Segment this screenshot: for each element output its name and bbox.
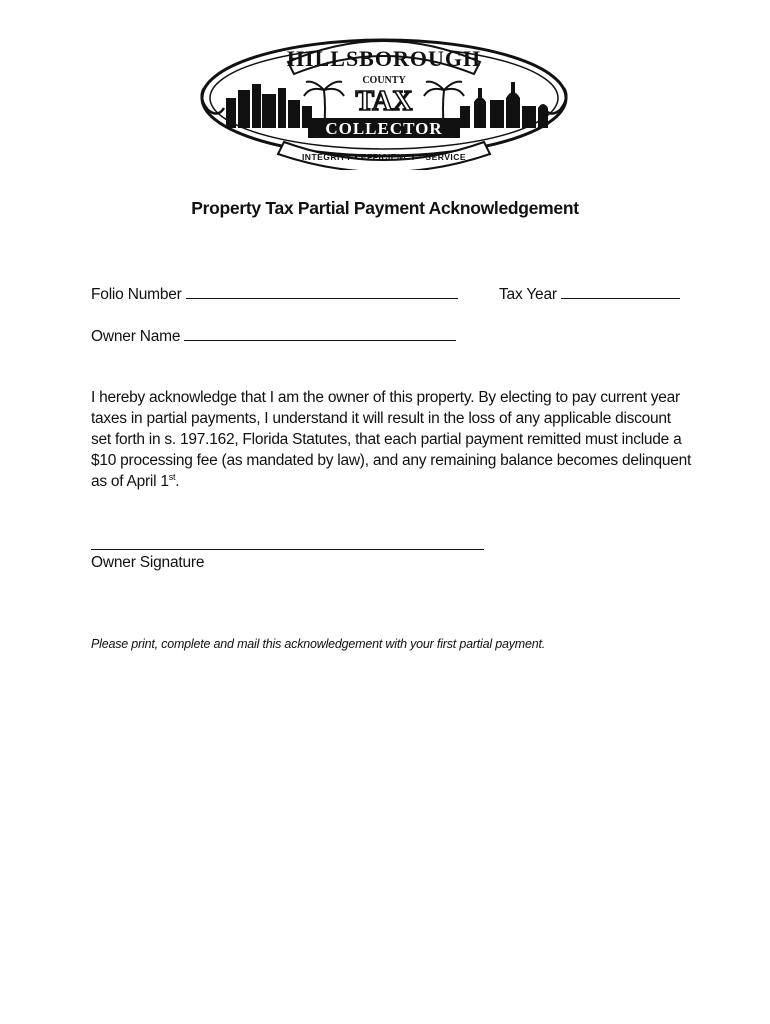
tax-year-field[interactable] (561, 284, 680, 299)
svg-text:COUNTY: COUNTY (362, 75, 406, 86)
acknowledgement-paragraph (91, 387, 691, 492)
svg-text:TAX: TAX (355, 86, 413, 117)
acknowledgement-text: I hereby acknowledge that I am the owner of this property. By electing to pay current year taxes in partial payments, I understand it will result in the loss of any applicable discount set forth in s. 197.162, Florida Statutes, that each partial payment remitted must include a $10 processing fee (as mandated by law), and any remaining balance becomes delinquent as of April 1 (91, 389, 691, 490)
owner-signature-label: Owner Signature (91, 554, 205, 571)
svg-text:HILLSBOROUGH: HILLSBOROUGH (286, 46, 482, 71)
owner-name-field[interactable] (184, 326, 456, 341)
folio-number-row (91, 284, 458, 304)
owner-signature-field[interactable] (91, 549, 484, 550)
mailing-instructions: Please print, complete and mail this acknowledgement with your first partial payment. (91, 637, 546, 651)
svg-text:INTEGRITY • EFFICIENCY • SERVI: INTEGRITY • EFFICIENCY • SERVICE (301, 152, 467, 162)
tax-year-label: Tax Year (499, 286, 557, 303)
owner-name-label: Owner Name (91, 328, 181, 345)
ordinal-suffix: st (168, 471, 176, 482)
folio-number-field[interactable] (186, 284, 458, 299)
owner-name-row (91, 326, 456, 346)
hillsborough-tax-collector-logo (198, 28, 570, 170)
folio-number-label: Folio Number (91, 286, 182, 303)
tax-year-row (499, 284, 680, 304)
document-title: Property Tax Partial Payment Acknowledgement (191, 198, 579, 218)
svg-text:COLLECTOR: COLLECTOR (325, 119, 443, 138)
acknowledgement-end: . (175, 473, 180, 490)
